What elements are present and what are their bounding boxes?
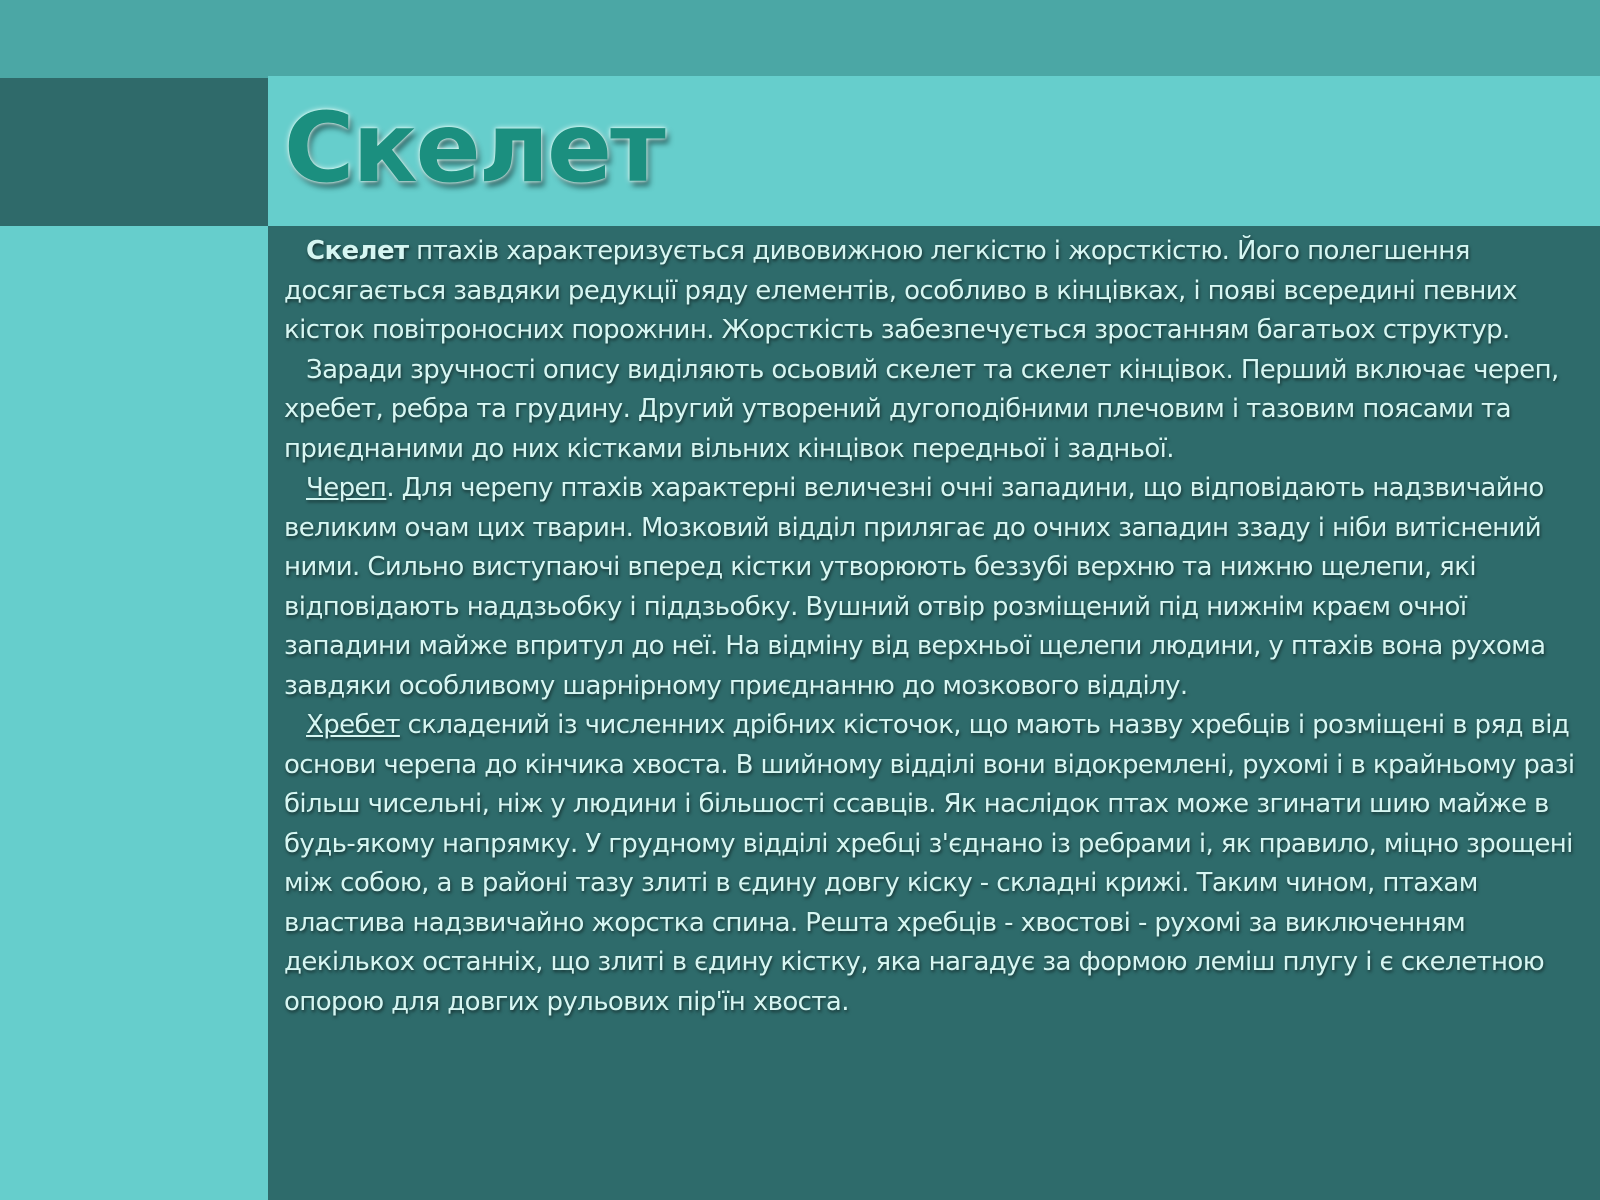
paragraph-text: складений із численних дрібних кісточок, що мають назву хребців і розміщені в ряд від основи черепа до кінчика хвоста. В шийному відділі вони відокремлені, рухомі і в крайньому разі більш чисельні, ніж у людини і більшості ссавців. Як наслідок птах може згинати шию майже в будь-якому напрямку. У грудному відділі хребці з'єднано із ребрами і, як правило, міцно зрощені між собою, а в районі тазу злиті в єдину довгу кіску - складні крижі. Таким чином, птахам властива надзвичайно жорстка спина. Решта хребців - хвостові - рухомі за виключенням декількох останніх, що злиті в єдину кістку, яка нагадує за формою леміш плугу і є скелетною опорою для довгих рульових пір'їн хвоста.: [284, 710, 1575, 1017]
paragraph-skull: [284, 469, 1588, 706]
paragraph-skeleton-parts: [284, 351, 1588, 470]
paragraph-text: Заради зручності опису виділяють осьовий скелет та скелет кінцівок. Перший включає череп, хребет, ребра та грудину. Другий утворений дугоподібними плечовим і тазовим поясами та приєднаними до них кістками вільних кінцівок передньої і задньої.: [284, 354, 1559, 464]
paragraph-lead: Скелет: [306, 236, 409, 266]
paragraph-lead: Череп: [306, 473, 387, 503]
paragraph-spine: [284, 706, 1588, 1022]
top-decor-band: [0, 0, 1600, 78]
paragraph-lead: Хребет: [306, 710, 400, 740]
left-dark-block: [0, 78, 268, 226]
body-text: [284, 232, 1588, 1022]
paragraph-text: . Для черепу птахів характерні величезні очні западини, що відповідають надзвичайно великим очам цих тварин. Мозковий відділ прилягає до очних западин ззаду і ніби витіснений ними. Сильно виступаючі вперед кістки утворюють беззубі верхню та нижню щелепи, які відповідають наддзьобку і піддзьобку. Вушний отвір розміщений під нижнім краєм очної западини майже впритул до неї. На відміну від верхньої щелепи людини, у птахів вона рухома завдяки особливому шарнірному приєднанню до мозкового відділу.: [284, 473, 1546, 701]
paragraph-skeleton-intro: [284, 232, 1588, 351]
paragraph-text: птахів характеризується дивовижною легкістю і жорсткістю. Його полегшення досягається завдяки редукції ряду елементів, особливо в кінцівках, і появі всередині певних кісток повітроносних порожнин. Жорсткість забезпечується зростанням багатьох структур.: [284, 236, 1517, 345]
left-light-block: [0, 226, 268, 1200]
slide-title: Скелет: [284, 92, 664, 204]
